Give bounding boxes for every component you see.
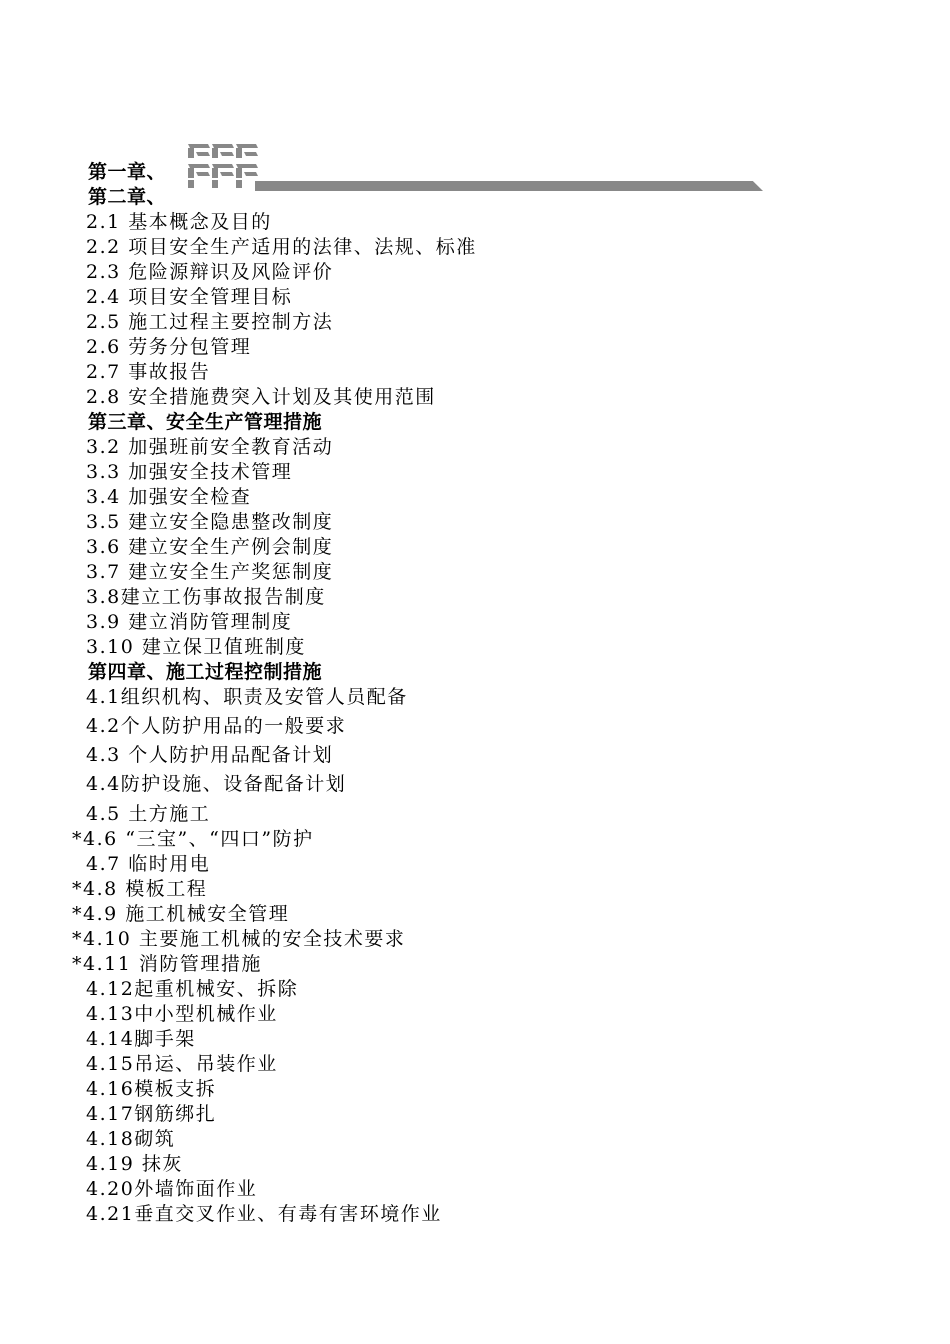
toc-section-item: 3.6 建立安全生产例会制度 bbox=[86, 536, 334, 558]
toc-section-item: 4.5 土方施工 bbox=[86, 803, 211, 825]
toc-section-item: 3.9 建立消防管理制度 bbox=[86, 611, 293, 633]
header-rule bbox=[255, 181, 763, 191]
toc-section-item: 2.4 项目安全管理目标 bbox=[86, 286, 293, 308]
toc-section-item: 2.5 施工过程主要控制方法 bbox=[86, 311, 334, 333]
toc-section-item: 3.3 加强安全技术管理 bbox=[86, 461, 293, 483]
toc-section-item: 2.7 事故报告 bbox=[86, 361, 211, 383]
header-logo-graphic bbox=[186, 142, 260, 190]
toc-section-item: 4.18砌筑 bbox=[86, 1128, 176, 1150]
toc-chapter-heading: 第四章、施工过程控制措施 bbox=[88, 661, 323, 683]
toc-section-item: 3.7 建立安全生产奖惩制度 bbox=[86, 561, 334, 583]
toc-section-item: 3.5 建立安全隐患整改制度 bbox=[86, 511, 334, 533]
toc-section-item: 4.14脚手架 bbox=[86, 1028, 196, 1050]
toc-section-item: *4.11 消防管理措施 bbox=[72, 953, 262, 975]
toc-chapter-heading: 第三章、安全生产管理措施 bbox=[88, 411, 323, 433]
toc-section-item: 2.1 基本概念及目的 bbox=[86, 211, 272, 233]
toc-section-item: 4.7 临时用电 bbox=[86, 853, 211, 875]
toc-section-item: 3.2 加强班前安全教育活动 bbox=[86, 436, 334, 458]
toc-section-item: 4.19 抹灰 bbox=[86, 1153, 183, 1175]
toc-section-item: 3.4 加强安全检查 bbox=[86, 486, 252, 508]
toc-section-item: *4.6 “三宝”、“四口”防护 bbox=[72, 828, 314, 850]
toc-section-item: 4.21垂直交叉作业、有毒有害环境作业 bbox=[86, 1203, 442, 1225]
toc-chapter-heading: 第一章、 bbox=[88, 161, 167, 183]
toc-section-item: 4.17钢筋绑扎 bbox=[86, 1103, 217, 1125]
toc-section-item: 2.8 安全措施费突入计划及其使用范围 bbox=[86, 386, 436, 408]
toc-section-item: *4.9 施工机械安全管理 bbox=[72, 903, 290, 925]
toc-section-item: 4.2个人防护用品的一般要求 bbox=[86, 715, 347, 737]
toc-section-item: 3.8建立工伤事故报告制度 bbox=[86, 586, 326, 608]
toc-section-item: 4.13中小型机械作业 bbox=[86, 1003, 278, 1025]
toc-section-item: 4.16模板支拆 bbox=[86, 1078, 217, 1100]
toc-section-item: 4.15吊运、吊装作业 bbox=[86, 1053, 278, 1075]
toc-section-item: *4.10 主要施工机械的安全技术要求 bbox=[72, 928, 406, 950]
toc-section-item: 2.6 劳务分包管理 bbox=[86, 336, 252, 358]
toc-section-item: 4.4防护设施、设备配备计划 bbox=[86, 773, 347, 795]
toc-section-item: 2.3 危险源辩识及风险评价 bbox=[86, 261, 334, 283]
toc-section-item: 4.1组织机构、职责及安管人员配备 bbox=[86, 686, 408, 708]
toc-section-item: 4.12起重机械安、拆除 bbox=[86, 978, 299, 1000]
toc-section-item: 3.10 建立保卫值班制度 bbox=[86, 636, 306, 658]
toc-section-item: *4.8 模板工程 bbox=[72, 878, 208, 900]
toc-section-item: 4.20外墙饰面作业 bbox=[86, 1178, 258, 1200]
toc-section-item: 4.3 个人防护用品配备计划 bbox=[86, 744, 334, 766]
toc-chapter-heading: 第二章、 bbox=[88, 186, 167, 208]
toc-section-item: 2.2 项目安全生产适用的法律、法规、标准 bbox=[86, 236, 477, 258]
